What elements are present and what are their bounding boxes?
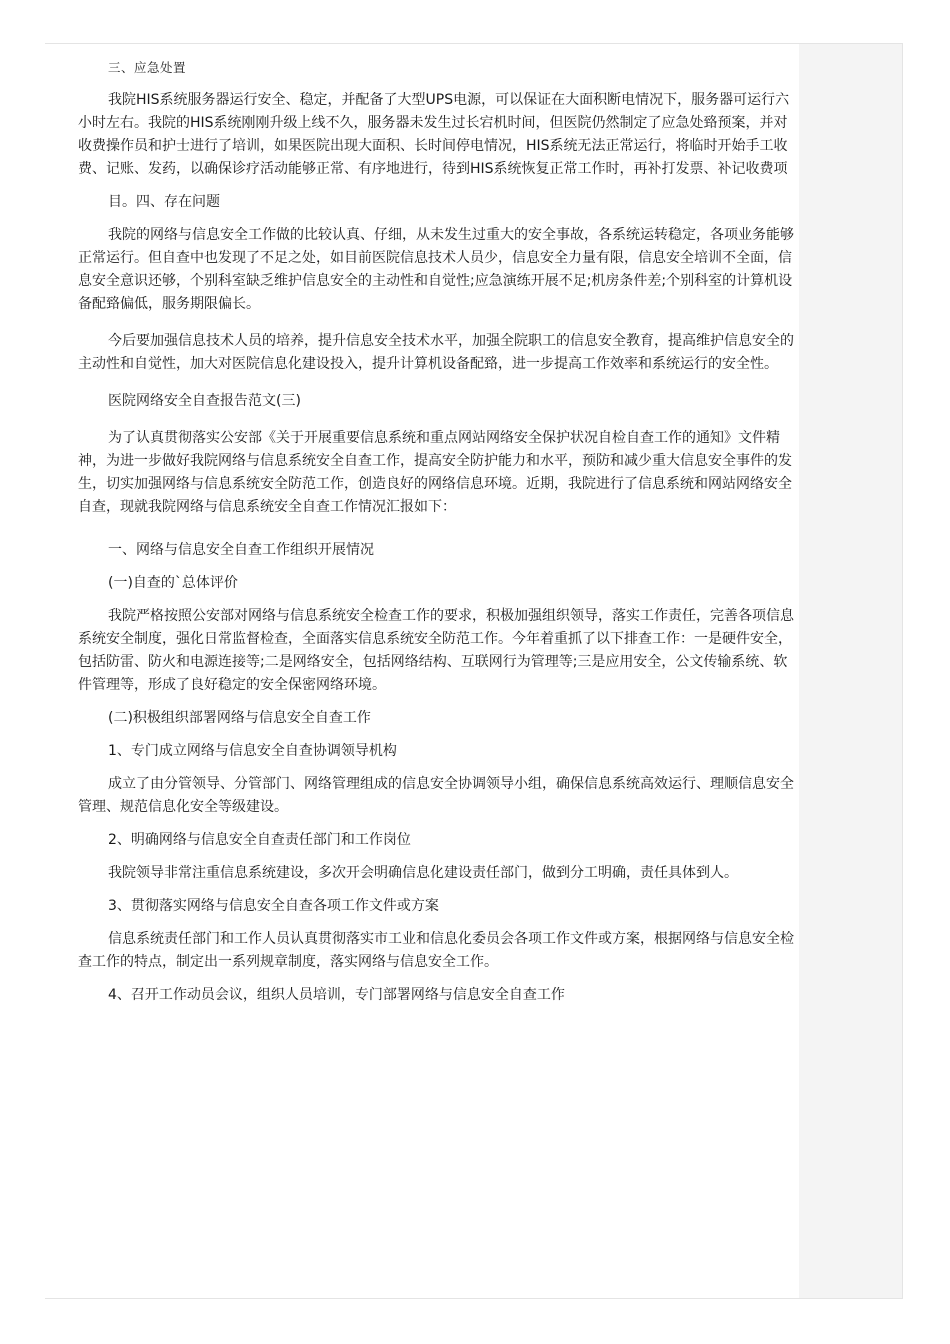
item-2-body: 我院领导非常注重信息系统建设，多次开会明确信息化建设责任部门，做到分工明确，责任具体到人。 <box>108 865 738 881</box>
section-heading-emergency: 三、应急处置 <box>108 60 187 75</box>
item-3-heading: 3、贯彻落实网络与信息安全自查各项工作文件或方案 <box>108 898 439 914</box>
document-body <box>78 56 800 1007</box>
subheading-deploy: (二)积极组织部署网络与信息安全自查工作 <box>108 710 371 726</box>
section-heading-1: 一、网络与信息安全自查工作组织开展情况 <box>108 542 374 558</box>
side-margin-strip <box>799 44 902 1298</box>
section-heading-problems: 目。四、存在问题 <box>108 194 220 210</box>
paragraph-problems: 我院的网络与信息安全工作做的比较认真、仔细，从未发生过重大的安全事故，各系统运转稳定，各项业务能够正常运行。但自查中也发现了不足之处，如目前医院信息技术人员少，信息安全力量有限，信息安全培训不全面，信息安全意识还够，个别科室缺乏维护信息安全的主动性和自觉性;应急演练开展不足;机房条件差;个别科室的计算机设备配臵偏低，服务期限偏长。 <box>78 227 794 312</box>
paragraph-improvement: 今后要加强信息技术人员的培养，提升信息安全技术水平，加强全院职工的信息安全教育，提高维护信息安全的主动性和自觉性，加大对医院信息化建设投入，提升计算机设备配臵，进一步提高工作效率和系统运行的安全性。 <box>78 333 794 372</box>
item-1-body: 成立了由分管领导、分管部门、网络管理组成的信息安全协调领导小组，确保信息系统高效运行、理顺信息安全管理、规范信息化安全等级建设。 <box>78 776 794 815</box>
paragraph-intro: 为了认真贯彻落实公安部《关于开展重要信息系统和重点网站网络安全保护状况自检自查工作的通知》文件精神，为进一步做好我院网络与信息系统安全自查工作，提高安全防护能力和水平，预防和减少重大信息安全事件的发生，切实加强网络与信息系统安全防范工作，创造良好的网络信息环境。近期，我院进行了信息系统和网站网络安全自查，现就我院网络与信息系统安全自查工作情况汇报如下： <box>78 430 792 515</box>
item-1-heading: 1、专门成立网络与信息安全自查协调领导机构 <box>108 743 397 759</box>
item-2-heading: 2、明确网络与信息安全自查责任部门和工作岗位 <box>108 832 411 848</box>
report-title-3: 医院网络安全自查报告范文(三) <box>108 393 301 409</box>
item-3-body: 信息系统责任部门和工作人员认真贯彻落实市工业和信息化委员会各项工作文件或方案，根据网络与信息安全检查工作的特点，制定出一系列规章制度，落实网络与信息安全工作。 <box>78 931 794 970</box>
paragraph-overall: 我院严格按照公安部对网络与信息系统安全检查工作的要求，积极加强组织领导，落实工作责任，完善各项信息系统安全制度，强化日常监督检查，全面落实信息系统安全防范工作。今年着重抓了以下排查工作：一是硬件安全，包括防雷、防火和电源连接等;二是网络安全，包括网络结构、互联网行为管理等;三是应用安全，公文传输系统、软件管理等，形成了良好稳定的安全保密网络环境。 <box>78 608 794 693</box>
paragraph-emergency: 我院HIS系统服务器运行安全、稳定，并配备了大型UPS电源，可以保证在大面积断电情况下，服务器可运行六小时左右。我院的HIS系统刚刚升级上线不久，服务器未发生过长宕机时间，但医院仍然制定了应急处臵预案，并对收费操作员和护士进行了培训，如果医院出现大面积、长时间停电情况，HIS系统无法正常运行，将临时开始手工收费、记账、发药，以确保诊疗活动能够正常、有序地进行，待到HIS系统恢复正常工作时，再补打发票、补记收费项 <box>78 92 790 177</box>
item-4-heading: 4、召开工作动员会议，组织人员培训，专门部署网络与信息安全自查工作 <box>108 987 565 1003</box>
subheading-overall: (一)自查的`总体评价 <box>108 575 238 591</box>
